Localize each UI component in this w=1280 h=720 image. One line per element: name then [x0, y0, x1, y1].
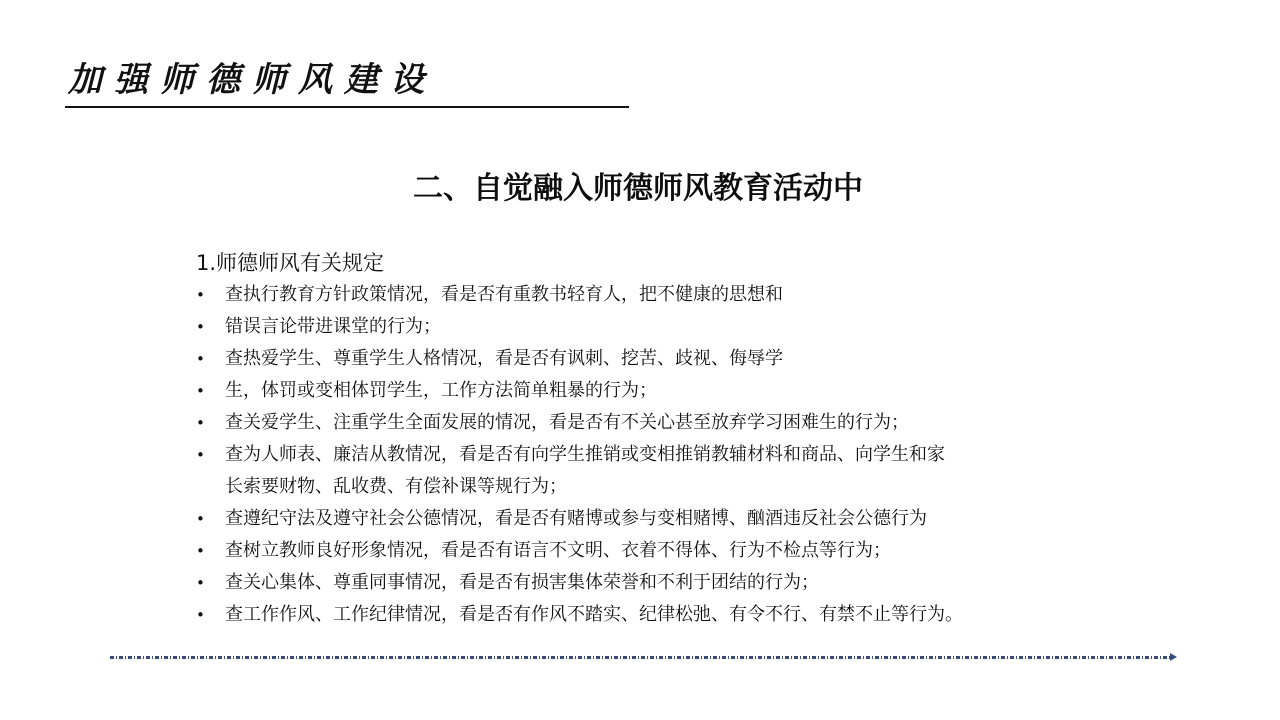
dotted-divider: [110, 656, 1172, 659]
bullet-text: 查为人师表、廉洁从教情况，看是否有向学生推销或变相推销教辅材料和商品、向学生和家: [225, 444, 945, 465]
bullet-icon: •: [196, 446, 205, 464]
bullet-text: 错误言论带进课堂的行为；: [225, 316, 441, 337]
bullet-text: 查关爱学生、注重学生全面发展的情况，看是否有不关心甚至放弃学习困难生的行为；: [225, 412, 909, 433]
bullet-icon: •: [196, 350, 205, 368]
bullet-text: 查遵纪守法及遵守社会公德情况，看是否有赌博或参与变相赌博、酗酒违反社会公德行为: [225, 508, 927, 529]
bullet-text: 查工作作风、工作纪律情况，看是否有作风不踏实、纪律松弛、有令不行、有禁不止等行为。: [225, 604, 963, 625]
bullet-item: [196, 407, 1136, 439]
bullet-text: 查树立教师良好形象情况，看是否有语言不文明、衣着不得体、行为不检点等行为；: [225, 540, 891, 561]
bullet-icon: •: [196, 606, 205, 624]
bullet-item: [196, 503, 1136, 535]
arrow-right-icon: [1170, 653, 1177, 661]
bullet-icon: •: [196, 382, 205, 400]
bullet-text-continued: 长索要财物、乱收费、有偿补课等规行为；: [225, 476, 567, 497]
sub-heading: 1.师德师风有关规定: [196, 251, 385, 275]
content-block: [196, 247, 1136, 631]
bullet-text: 查热爱学生、尊重学生人格情况，看是否有讽刺、挖苦、歧视、侮辱学: [225, 348, 783, 369]
bullet-item: [196, 343, 1136, 375]
bullet-item: [196, 535, 1136, 567]
bullet-item: [196, 311, 1136, 343]
title-underline: [65, 106, 629, 108]
slide-title: 加强师德师风建设: [68, 60, 436, 100]
bullet-item: [196, 599, 1136, 631]
bullet-item: [196, 567, 1136, 599]
bullet-text: 生，体罚或变相体罚学生，工作方法简单粗暴的行为；: [225, 380, 657, 401]
bullet-icon: •: [196, 542, 205, 560]
bullet-icon: •: [196, 414, 205, 432]
bullet-icon: •: [196, 574, 205, 592]
bullet-text: 查关心集体、尊重同事情况，看是否有损害集体荣誉和不利于团结的行为；: [225, 572, 819, 593]
bullet-icon: •: [196, 318, 205, 336]
bullet-icon: •: [196, 286, 205, 304]
section-heading: 二、自觉融入师德师风教育活动中: [413, 171, 863, 206]
bullet-text: 查执行教育方针政策情况，看是否有重教书轻育人，把不健康的思想和: [225, 284, 783, 305]
bullet-list: [196, 279, 1136, 631]
bullet-item: [196, 279, 1136, 311]
bullet-item: [196, 439, 1136, 503]
bullet-item: [196, 375, 1136, 407]
bullet-icon: •: [196, 510, 205, 528]
